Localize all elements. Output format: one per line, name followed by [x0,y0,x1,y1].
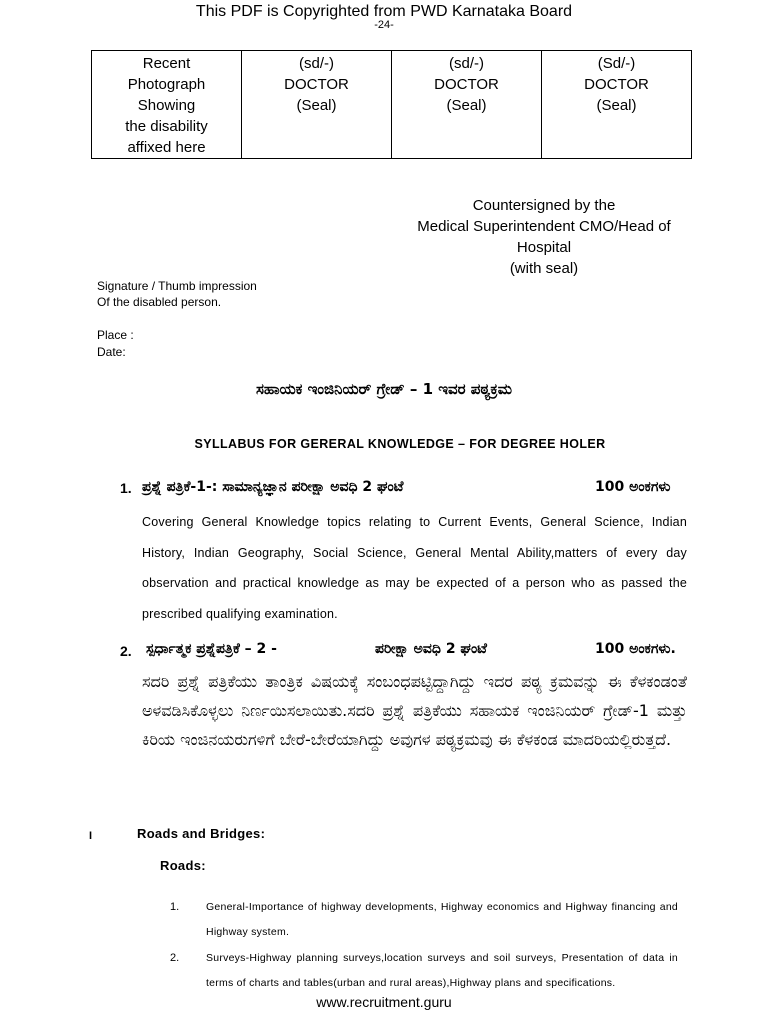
doctor-seal-cell-3 [542,51,692,159]
doctor-seal-cell-1 [242,51,392,159]
syllabus-heading: SYLLABUS FOR GERERAL KNOWLEDGE – FOR DEGREE HOLER [194,437,606,451]
section-title: Roads and Bridges: [137,826,266,841]
countersign-line: Hospital [516,239,572,256]
doctor-sd: (Sd/-) [597,55,636,72]
countersign-block [398,195,690,279]
doctor-label: DOCTOR [284,76,349,93]
seal-label: (Seal) [596,97,637,114]
countersign-line: Medical Superintendent CMO/Head of [417,218,671,235]
photo-line: Recent [142,55,191,72]
copyright-header: This PDF is Copyrighted from PWD Karnataka Board [195,3,573,20]
place-label: Place : [97,328,134,342]
photo-line: Photograph [127,76,206,93]
photo-line: the disability [125,118,208,135]
page-number: -24- [374,19,394,31]
certificate-seal-table [91,50,692,159]
paper1-number: 1. [120,480,132,496]
website-footer: www.recruitment.guru [316,994,452,1010]
section-marker: I [89,830,93,842]
paper2-duration: ಪರೀಕ್ಷಾ ಅವಧಿ 2 ಘಂಟೆ [375,641,487,657]
doctor-sd: (sd/-) [299,55,334,72]
list-item-text: General-Importance of highway developments, Highway economics and Highway financing and Highway system. [206,901,678,938]
signature-sublabel: Of the disabled person. [97,295,222,309]
doctor-seal-cell-2 [392,51,542,159]
signature-label: Signature / Thumb impression [97,279,257,293]
paper1-description: Covering General Knowledge topics relating to Current Events, General Science, Indian History, Indian Geography, Social Science, General Mental Ability,matters of every day observation and practical knowledge as may be expected of a person who as passed the prescribed qualifying examination. [142,515,687,621]
paper2-number: 2. [120,643,132,659]
photo-line: affixed here [127,139,206,156]
list-item-text: Surveys-Highway planning surveys,location surveys and soil surveys, Presentation of data in terms of charts and tables(urban and rural areas),Highway plans and specifications. [206,952,678,989]
kannada-syllabus-heading: ಸಹಾಯಕ ಇಂಜಿನಿಯರ್ ಗ್ರೇಡ್ – 1 ಇವರ ಪಠ್ಯಕ್ರಮ [255,380,513,398]
paper2-title: ಸ್ಪರ್ಧಾತ್ಮಕ ಪ್ರಶ್ನೆಪತ್ರಿಕೆ – 2 - [146,641,277,657]
paper2-marks: 100 ಅಂಕಗಳು. [595,641,676,657]
list-item-number: 1. [170,901,180,913]
doctor-sd: (sd/-) [449,55,484,72]
seal-label: (Seal) [296,97,337,114]
seal-label: (Seal) [446,97,487,114]
countersign-line: Countersigned by the [472,197,616,214]
doctor-label: DOCTOR [434,76,499,93]
photograph-cell [92,51,242,159]
paper2-description: ಸದರಿ ಪ್ರಶ್ನೆ ಪತ್ರಿಕೆಯು ತಾಂತ್ರಿಕ ವಿಷಯಕ್ಕೆ ಸಂಬಂಧಪಟ್ಟಿದ್ದಾಗಿದ್ದು ಇದರ ಪಠ್ಯ ಕ್ರಮವನ್ನು ಈ ಕೆಳಕಂಡಂತೆ ಅಳವಡಿಸಿಕೊಳ್ಳಲು ನಿರ್ಣಯಿಸಲಾಯಿತು.ಸದರಿ ಪ್ರಶ್ನೆ ಪತ್ರಿಕೆಯು ಸಹಾಯಕ ಇಂಜಿನಿಯರ್ ಗ್ರೇಡ್-1 ಮತ್ತು ಕಿರಿಯ ಇಂಜಿನಯರುಗಳಿಗೆ ಬೇರೆ-ಬೇರೆಯಾಗಿದ್ದು ಅವುಗಳ ಪಠ್ಯಕ್ರಮವು ಈ ಕೆಳಕಂಡ ಮಾದರಿಯಲ್ಲಿರುತ್ತದೆ. [142,672,687,749]
date-label: Date: [97,345,126,359]
list-item-number: 2. [170,952,180,964]
paper1-marks: 100 ಅಂಕಗಳು [595,479,671,495]
photo-line: Showing [137,97,196,114]
subsection-title: Roads: [160,858,206,873]
doctor-label: DOCTOR [584,76,649,93]
paper1-title: ಪ್ರಶ್ನೆ ಪತ್ರಿಕೆ-1-: ಸಾಮಾನ್ಯಜ್ಞಾನ ಪರೀಕ್ಷಾ ಅವಧಿ 2 ಘಂಟೆ [142,479,404,495]
countersign-line: (with seal) [509,260,579,277]
